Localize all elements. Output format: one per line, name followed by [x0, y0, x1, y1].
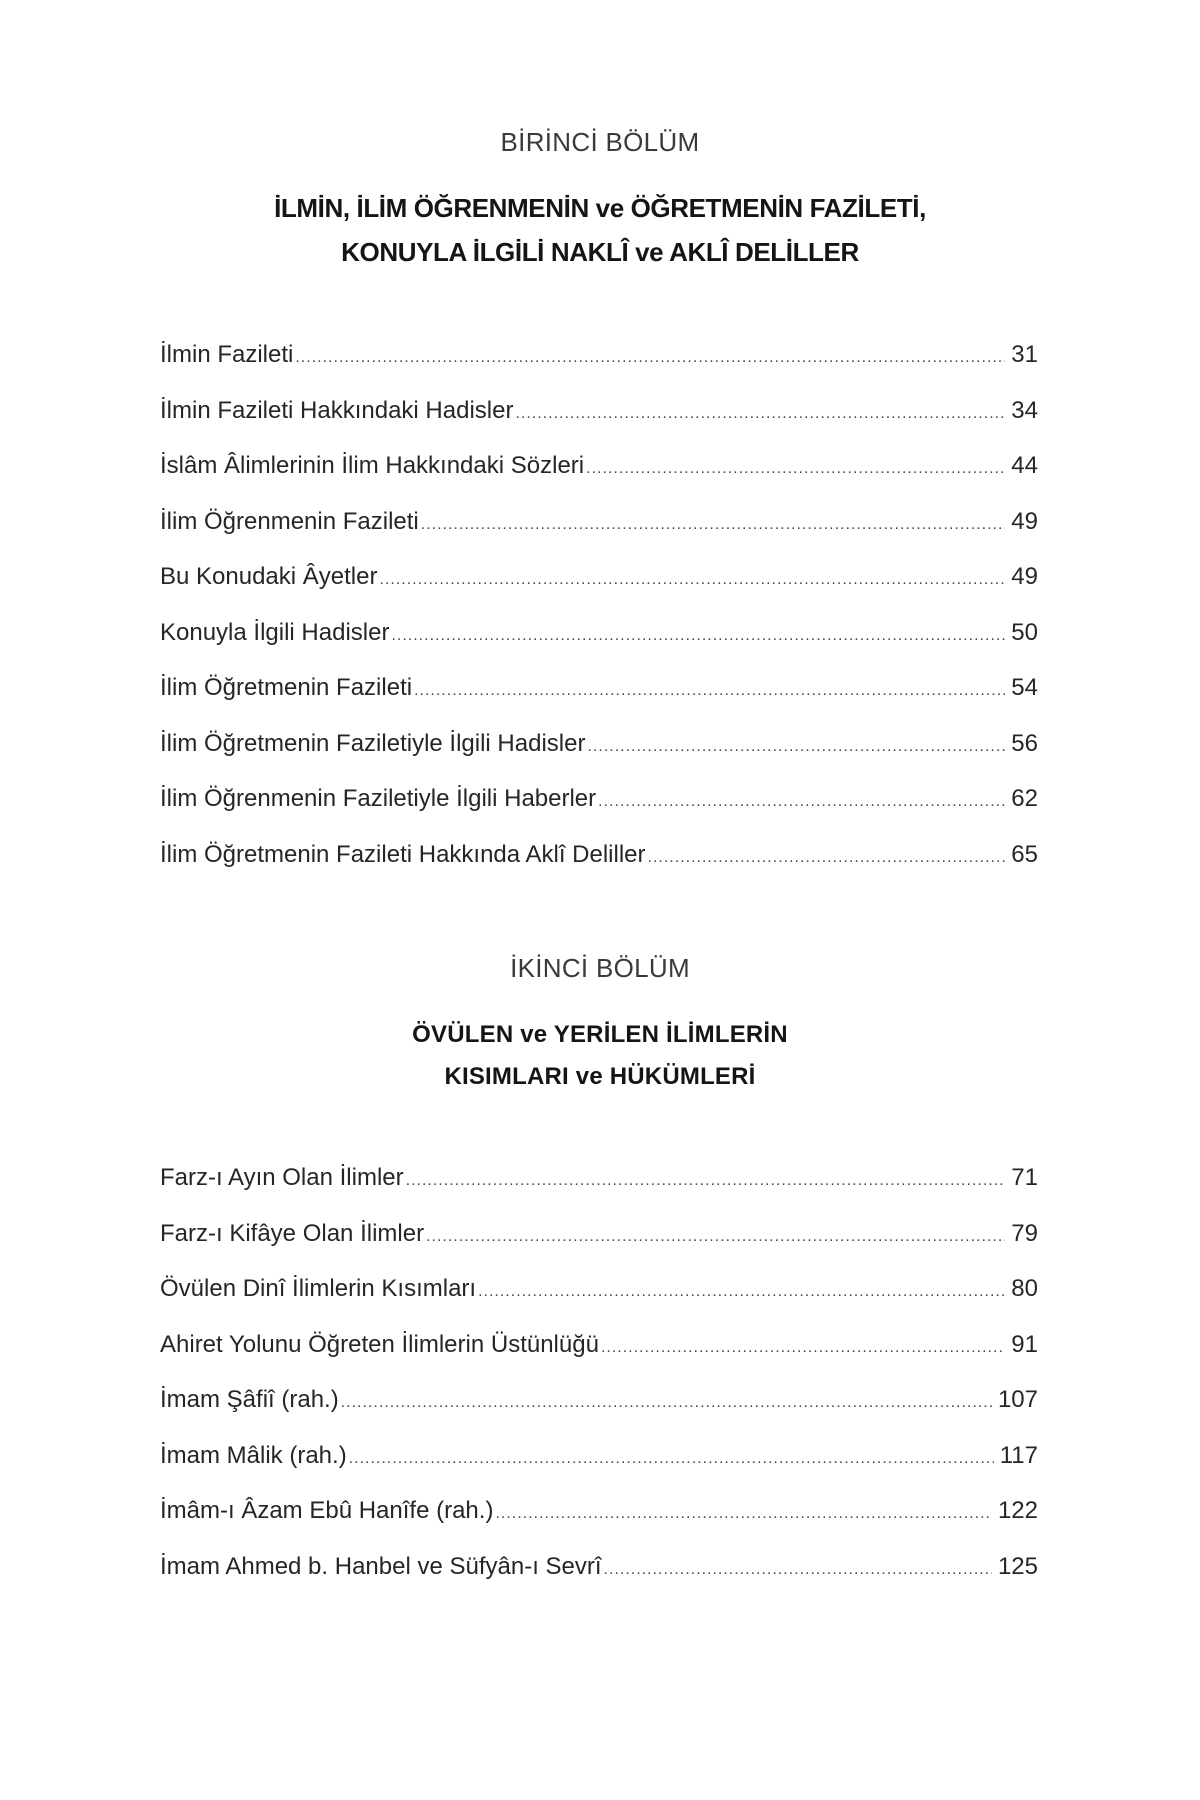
toc-entry-page: 79	[1011, 1219, 1038, 1247]
dot-leader	[648, 843, 1006, 873]
toc-entry[interactable]	[160, 673, 1038, 729]
toc-entry[interactable]	[160, 784, 1038, 840]
toc-entry-title: İmâm-ı Âzam Ebû Hanîfe (rah.)	[160, 1497, 494, 1524]
toc-entry-title: Konuyla İlgili Hadisler	[160, 618, 390, 646]
toc-entry-title: İmam Ahmed b. Hanbel ve Süfyân-ı Sevrî	[160, 1552, 602, 1580]
dot-leader	[587, 732, 1005, 762]
toc-entry[interactable]	[160, 1330, 1038, 1386]
toc-entry-page: 91	[1011, 1330, 1038, 1358]
toc-entry-title: Farz-ı Ayın Olan İlimler	[160, 1164, 404, 1191]
part-title-line: KONUYLA İLGİLİ NAKLÎ ve AKLÎ DELİLLER	[341, 237, 859, 267]
part-label: İKİNCİ BÖLÜM	[510, 953, 690, 983]
toc-entry-title: İlmin Fazileti Hakkındaki Hadisler	[160, 396, 514, 424]
toc-entry[interactable]	[160, 618, 1038, 674]
dot-leader	[406, 1166, 1006, 1196]
toc-entry[interactable]	[160, 562, 1038, 618]
dot-leader	[495, 1499, 992, 1529]
dot-leader	[426, 1222, 1005, 1252]
toc-entry-page: 31	[1011, 341, 1038, 368]
toc-entry-page: 56	[1011, 729, 1038, 757]
toc-entry-title: Farz-ı Kifâye Olan İlimler	[160, 1219, 425, 1247]
toc-entry[interactable]	[160, 1274, 1038, 1330]
toc-entry[interactable]	[160, 1496, 1038, 1552]
dot-leader	[515, 399, 1005, 429]
part-title-line: ÖVÜLEN ve YERİLEN İLİMLERİN	[412, 1021, 788, 1048]
toc-entry-title: İslâm Âlimlerinin İlim Hakkındaki Sözleri	[160, 452, 585, 479]
toc-entry-page: 34	[1011, 396, 1038, 424]
toc-entry-page: 44	[1011, 452, 1038, 479]
toc-entry-page: 50	[1011, 618, 1038, 646]
part-label: BİRİNCİ BÖLÜM	[500, 127, 700, 157]
part-title-line: KISIMLARI ve HÜKÜMLERİ	[444, 1063, 756, 1090]
toc-entry-title: İmam Mâlik (rah.)	[160, 1441, 347, 1469]
toc-entry-title: Bu Konudaki Âyetler	[160, 563, 378, 590]
toc-entry-title: İlim Öğretmenin Fazileti	[160, 674, 413, 701]
toc-list	[160, 340, 1038, 895]
toc-entry[interactable]	[160, 1441, 1038, 1497]
dot-leader	[478, 1277, 1005, 1307]
toc-entry-title: Ahiret Yolunu Öğreten İlimlerin Üstünlüğü	[160, 1330, 599, 1358]
toc-entry[interactable]	[160, 1552, 1038, 1608]
toc-entry-page: 65	[1011, 840, 1038, 868]
toc-entry-title: İlim Öğretmenin Fazileti Hakkında Aklî Deliller	[160, 840, 646, 868]
part-title	[0, 186, 1200, 274]
toc-entry[interactable]	[160, 340, 1038, 396]
toc-entry[interactable]	[160, 451, 1038, 507]
dot-leader	[586, 454, 1005, 484]
toc-entry[interactable]	[160, 1219, 1038, 1275]
toc-entry-title: İmam Şâfiî (rah.)	[160, 1386, 339, 1413]
toc-entry[interactable]	[160, 840, 1038, 896]
toc-entry[interactable]	[160, 729, 1038, 785]
dot-leader	[604, 1555, 992, 1585]
toc-list	[160, 1163, 1038, 1607]
part-title-line: İLMİN, İLİM ÖĞRENMENİN ve ÖĞRETMENİN FAZİLETİ,	[274, 193, 926, 223]
dot-leader	[341, 1388, 992, 1418]
toc-entry-page: 49	[1011, 563, 1038, 590]
dot-leader	[391, 621, 1005, 651]
dot-leader	[421, 510, 1006, 540]
toc-entry[interactable]	[160, 1385, 1038, 1441]
toc-entry-title: İlim Öğretmenin Faziletiyle İlgili Hadisler	[160, 729, 586, 757]
toc-entry-title: İlmin Fazileti	[160, 341, 294, 368]
toc-entry-page: 107	[997, 1386, 1038, 1413]
toc-entry[interactable]	[160, 1163, 1038, 1219]
toc-entry-page: 62	[1011, 785, 1038, 812]
dot-leader	[414, 676, 1005, 706]
toc-entry-title: İlim Öğrenmenin Fazileti	[160, 507, 419, 535]
dot-leader	[601, 1333, 1005, 1363]
dot-leader	[598, 787, 1005, 817]
toc-entry-page: 49	[1011, 507, 1038, 535]
toc-entry-title: Övülen Dinî İlimlerin Kısımları	[160, 1275, 477, 1302]
dot-leader	[379, 565, 1005, 595]
dot-leader	[295, 343, 1005, 373]
toc-entry-page: 125	[997, 1552, 1038, 1580]
toc-entry-page: 122	[997, 1497, 1038, 1524]
dot-leader	[349, 1444, 994, 1474]
toc-entry-page: 71	[1011, 1164, 1038, 1191]
toc-entry-page: 80	[1011, 1275, 1038, 1302]
toc-entry-title: İlim Öğrenmenin Faziletiyle İlgili Haberler	[160, 785, 597, 812]
toc-entry-page: 54	[1011, 674, 1038, 701]
toc-entry-page: 117	[999, 1441, 1038, 1469]
part-title	[0, 1014, 1200, 1098]
toc-entry[interactable]	[160, 507, 1038, 563]
toc-entry[interactable]	[160, 396, 1038, 452]
